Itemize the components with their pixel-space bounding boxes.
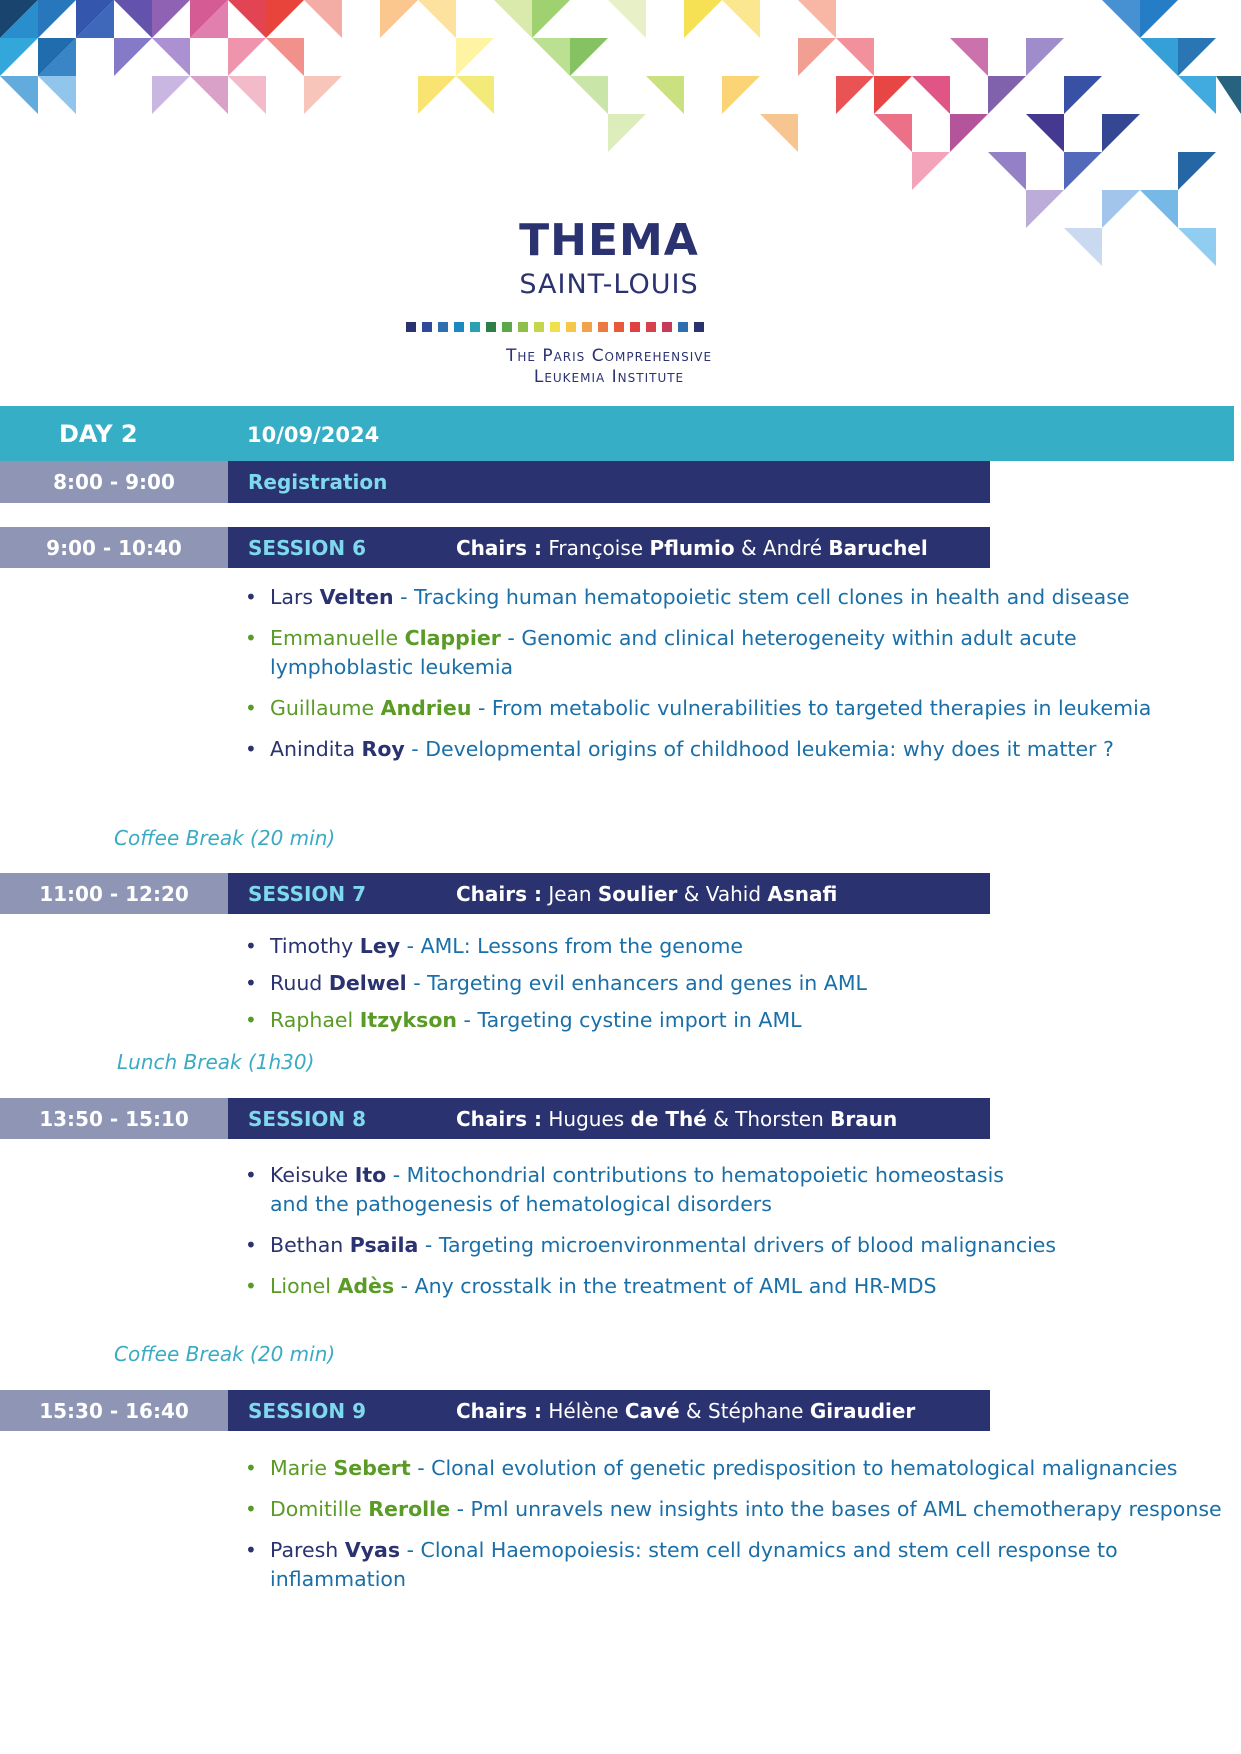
speaker-first-name: Anindita	[270, 737, 356, 761]
speaker-first-name: Paresh	[270, 1538, 339, 1562]
session-label: SESSION 9	[248, 1398, 367, 1423]
talk-item	[243, 1161, 1030, 1219]
logo-subtitle: SAINT-LOUIS	[519, 269, 699, 300]
talk-item	[243, 624, 1130, 682]
talk-title: From metabolic vulnerabilities to targeted therapies in leukemia	[491, 696, 1152, 720]
talk-item	[243, 1006, 1193, 1035]
session-chairs	[456, 1098, 897, 1139]
speaker-last-name: Velten	[319, 585, 394, 609]
chairs-prefix: Chairs :	[456, 535, 542, 560]
session-chairs	[456, 873, 837, 914]
chair-last-name: Braun	[830, 1106, 898, 1131]
speaker-last-name: Vyas	[344, 1538, 401, 1562]
speaker-first-name: Marie	[270, 1456, 327, 1480]
registration-row	[0, 461, 990, 503]
speaker-first-name: Keisuke	[270, 1163, 349, 1187]
chairs-prefix: Chairs :	[456, 1398, 542, 1423]
speaker-last-name: Clappier	[404, 626, 501, 650]
separator: -	[404, 737, 426, 761]
session-label: SESSION 7	[248, 881, 367, 906]
speaker-first-name: Bethan	[270, 1233, 344, 1257]
talk-title: Pml unravels new insights into the bases of AML chemotherapy response	[470, 1497, 1222, 1521]
talk-title: Clonal evolution of genetic predisposition to hematological malignancies	[431, 1456, 1178, 1480]
day-header	[0, 406, 1234, 461]
coffee-break: Coffee Break (20 min)	[114, 1342, 336, 1366]
speaker-last-name: Ito	[354, 1163, 387, 1187]
chair-first-name: Hélène	[548, 1398, 619, 1423]
speaker-last-name: Itzykson	[359, 1008, 458, 1032]
speaker-last-name: Sebert	[333, 1456, 411, 1480]
talk-list	[243, 932, 1193, 1035]
speaker-first-name: Domitille	[270, 1497, 362, 1521]
speaker-last-name: Rerolle	[368, 1497, 451, 1521]
chairs-prefix: Chairs :	[456, 881, 542, 906]
session-time: 13:50 - 15:10	[0, 1098, 228, 1139]
talk-item	[243, 1536, 1150, 1594]
speaker-last-name: Delwel	[328, 971, 407, 995]
chair-first-name: André	[762, 535, 823, 560]
talk-item	[243, 1454, 1223, 1483]
speaker-last-name: Ley	[359, 934, 401, 958]
chairs-ampersand: &	[740, 535, 757, 560]
talk-title: Genomic and clinical heterogeneity within adult acute lymphoblastic leukemia	[270, 626, 1077, 679]
talk-item	[243, 583, 1193, 612]
session-header	[0, 873, 990, 914]
session-chairs	[456, 1390, 915, 1431]
chair-first-name: Hugues	[548, 1106, 625, 1131]
chair-last-name: Soulier	[597, 881, 678, 906]
talk-title: Developmental origins of childhood leukemia: why does it matter ?	[425, 737, 1114, 761]
chairs-prefix: Chairs :	[456, 1106, 542, 1131]
talk-list	[243, 583, 1193, 764]
thema-logo	[400, 215, 840, 388]
registration-time: 8:00 - 9:00	[0, 461, 228, 503]
separator: -	[394, 1274, 415, 1298]
talk-list	[243, 1454, 1223, 1594]
session-chairs	[456, 527, 928, 568]
chair-last-name: Cavé	[624, 1398, 680, 1423]
talk-item	[243, 735, 1193, 764]
speaker-last-name: Adès	[337, 1274, 395, 1298]
speaker-last-name: Psaila	[349, 1233, 419, 1257]
talk-title: AML: Lessons from the genome	[420, 934, 744, 958]
chair-first-name: Thorsten	[735, 1106, 824, 1131]
coffee-break: Coffee Break (20 min)	[114, 826, 336, 850]
lunch-break: Lunch Break (1h30)	[117, 1050, 315, 1074]
talk-title: Targeting cystine import in AML	[477, 1008, 802, 1032]
chair-first-name: Stéphane	[708, 1398, 804, 1423]
separator: -	[410, 1456, 432, 1480]
separator: -	[457, 1008, 478, 1032]
chairs-ampersand: &	[686, 1398, 702, 1423]
logo-color-squares	[406, 322, 840, 332]
chair-first-name: Vahid	[705, 881, 762, 906]
session-label: SESSION 8	[248, 1106, 367, 1131]
chair-first-name: Françoise	[548, 535, 644, 560]
talk-item	[243, 1231, 1193, 1260]
chairs-ampersand: &	[683, 881, 700, 906]
separator: -	[386, 1163, 407, 1187]
speaker-first-name: Ruud	[270, 971, 323, 995]
chair-last-name: de Thé	[630, 1106, 707, 1131]
separator: -	[406, 971, 428, 995]
logo-title: THEMA	[519, 215, 699, 266]
speaker-first-name: Lars	[270, 585, 314, 609]
separator: -	[471, 696, 492, 720]
speaker-first-name: Guillaume	[270, 696, 375, 720]
separator: -	[418, 1233, 439, 1257]
talk-title: Any crosstalk in the treatment of AML and HR-MDS	[414, 1274, 937, 1298]
speaker-first-name: Raphael	[270, 1008, 354, 1032]
talk-item	[243, 932, 1193, 961]
speaker-first-name: Lionel	[270, 1274, 331, 1298]
day-date: 10/09/2024	[247, 423, 380, 447]
logo-tagline-line-1: The Paris Comprehensive	[505, 346, 713, 366]
talk-title: Mitochondrial contributions to hematopoietic homeostasis and the pathogenesis of hematological disorders	[270, 1163, 1004, 1216]
separator: -	[400, 1538, 421, 1562]
session-header	[0, 527, 990, 568]
talk-item	[243, 694, 1193, 723]
chair-last-name: Pflumio	[649, 535, 735, 560]
chair-last-name: Baruchel	[828, 535, 928, 560]
talk-list	[243, 1161, 1193, 1301]
day-label: DAY 2	[59, 420, 138, 448]
chairs-ampersand: &	[713, 1106, 729, 1131]
separator: -	[393, 585, 415, 609]
session-time: 15:30 - 16:40	[0, 1390, 228, 1431]
session-time: 9:00 - 10:40	[0, 527, 228, 568]
talk-title: Tracking human hematopoietic stem cell clones in health and disease	[414, 585, 1130, 609]
speaker-first-name: Timothy	[270, 934, 354, 958]
speaker-last-name: Andrieu	[380, 696, 472, 720]
logo-tagline-line-2: Leukemia Institute	[533, 367, 685, 387]
separator: -	[450, 1497, 471, 1521]
chair-first-name: Jean	[548, 881, 592, 906]
separator: -	[400, 934, 421, 958]
chair-last-name: Giraudier	[809, 1398, 916, 1423]
session-time: 11:00 - 12:20	[0, 873, 228, 914]
talk-title: Targeting evil enhancers and genes in AML	[427, 971, 867, 995]
speaker-first-name: Emmanuelle	[270, 626, 399, 650]
talk-item	[243, 1495, 1223, 1524]
chair-last-name: Asnafi	[767, 881, 838, 906]
talk-title: Targeting microenvironmental drivers of blood malignancies	[438, 1233, 1057, 1257]
talk-title: Clonal Haemopoiesis: stem cell dynamics and stem cell response to inflammation	[270, 1538, 1118, 1591]
speaker-last-name: Roy	[361, 737, 405, 761]
session-label: SESSION 6	[248, 535, 367, 560]
registration-label: Registration	[248, 470, 388, 494]
session-header	[0, 1390, 990, 1431]
session-header	[0, 1098, 990, 1139]
talk-item	[243, 1272, 1193, 1301]
talk-item	[243, 969, 1193, 998]
separator: -	[500, 626, 522, 650]
